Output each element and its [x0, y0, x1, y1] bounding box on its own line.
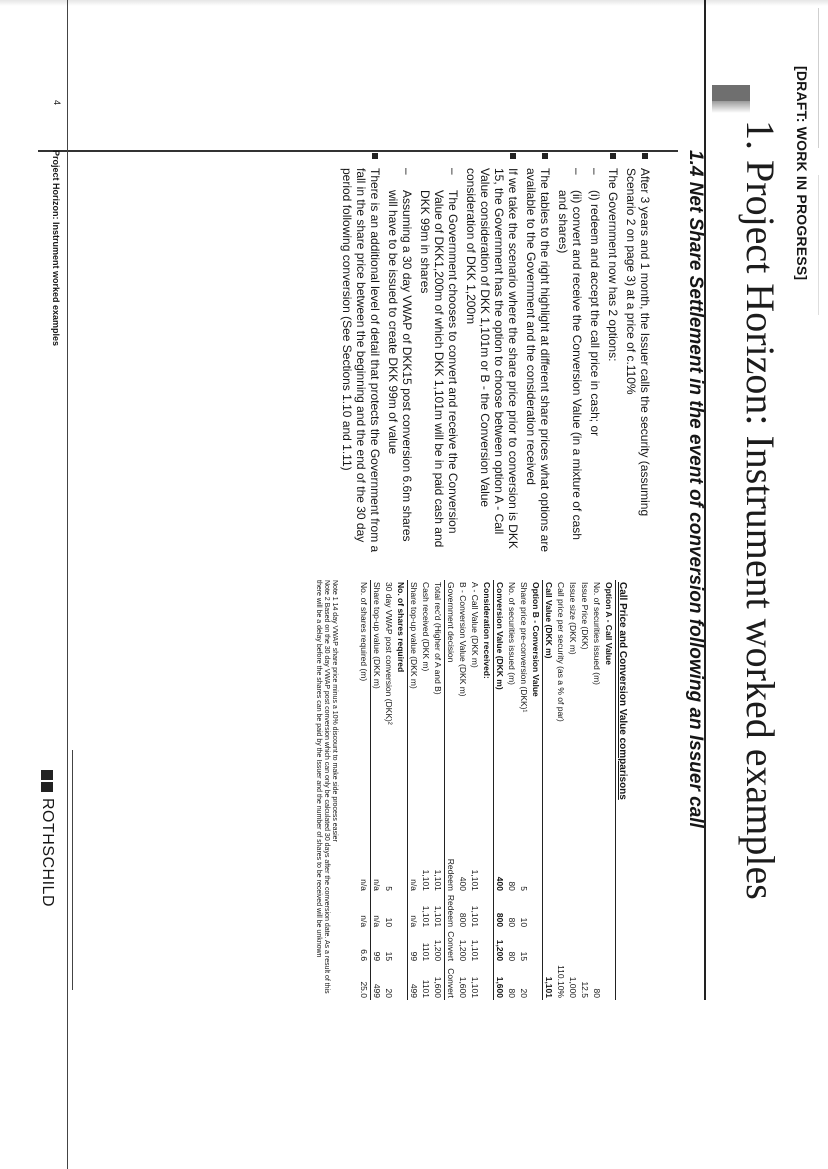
comparison-table — [358, 580, 628, 1000]
row-value: 800 — [458, 912, 468, 928]
row-value: 80 — [507, 988, 517, 998]
brand-name: ROTHSCHILD — [39, 798, 56, 908]
row-value — [543, 893, 556, 929]
row-value — [591, 893, 603, 929]
row-value: Redeem — [446, 858, 456, 891]
row-value: 1,600 — [458, 976, 468, 998]
row-value: Convert — [446, 931, 456, 962]
row-value: 1,600 — [432, 963, 445, 1000]
row-value: n/a — [358, 893, 371, 929]
row-value — [579, 857, 591, 893]
row-value — [555, 929, 567, 963]
row-label: No. of shares required (m) — [358, 580, 371, 857]
row-value: 10 — [384, 917, 394, 928]
row-label: Share top-up value (DKK m) — [409, 582, 419, 689]
row-value: 1,600 — [495, 976, 505, 998]
row-value: 400 — [458, 876, 468, 891]
table-row — [420, 580, 432, 1000]
title-accent-bar — [712, 85, 750, 101]
row-value: 1,200 — [458, 939, 468, 962]
bullet-item: The tables to the right highlight at different share prices what options are available to the Government and the consideration received — [524, 150, 552, 560]
row-label: Call price per security (as a % of par) — [556, 582, 566, 722]
row-value: 499 — [409, 983, 419, 998]
table-row — [469, 580, 481, 1000]
table-row — [555, 580, 567, 1000]
row-label: Option B - Conversion Value — [530, 580, 543, 857]
row-value — [395, 857, 408, 893]
rothschild-logo-icon — [41, 770, 53, 792]
row-value: 6.6 — [358, 929, 371, 963]
row-value — [603, 893, 616, 929]
row-value: 15 — [384, 951, 394, 962]
row-value — [481, 963, 494, 1000]
row-value: 1,101 — [432, 893, 445, 929]
row-value: Redeem — [446, 894, 456, 928]
row-value: 1101 — [421, 942, 431, 962]
row-value: 1,101 — [470, 976, 480, 998]
table-row — [567, 580, 579, 1000]
row-label: Issue size (DKK m) — [568, 582, 578, 655]
table-row — [445, 580, 458, 1000]
table-row — [408, 580, 421, 1000]
row-value — [591, 929, 603, 963]
row-value: 80 — [507, 917, 517, 928]
row-label: A - Call Value (DKK m) — [470, 582, 480, 668]
table-row — [518, 580, 530, 1000]
page-title: 1. Project Horizon: Instrument worked examples — [738, 120, 783, 900]
row-value: 499 — [372, 983, 382, 998]
row-value: 12.5 — [580, 981, 590, 998]
bullet-list — [336, 150, 652, 560]
row-value — [481, 857, 494, 893]
table-row — [457, 580, 469, 1000]
row-value — [530, 857, 543, 893]
row-value — [395, 929, 408, 963]
footer-text: Project Horizon: Instrument worked examples — [51, 150, 61, 347]
table-row — [530, 580, 543, 1000]
row-value — [543, 929, 556, 963]
table-notes — [314, 580, 338, 1000]
brand-block — [38, 770, 56, 907]
draft-label: [DRAFT: WORK IN PROGRESS] — [794, 66, 810, 281]
table-row — [591, 580, 603, 1000]
row-value: 1,200 — [495, 939, 505, 962]
bullet-item: There is an additional level of detail that protects the Government from a fall in the share price between the beginning and the end of the 30 day period following conversion (See Sections 1.10 and 1.11) — [340, 150, 382, 560]
note-line: Note 2 Based on the 30 day VWAP post conversion which can only be calculated 30 days after the conversion date. As a result of this there will be a delay before the shares can be paid by the Issuer and the number of shares to be received will be unknown — [315, 580, 330, 994]
row-label: Call Value (DKK m) — [544, 582, 554, 659]
row-value: 20 — [384, 988, 394, 998]
table-row — [395, 580, 408, 1000]
row-value: 10 — [519, 917, 529, 928]
table-header-row — [616, 580, 629, 1000]
row-value — [395, 963, 408, 1000]
table-row — [432, 580, 445, 1000]
row-value: 1,101 — [421, 869, 431, 891]
sub-bullet-item: – (i) redeem and accept the call price in cash; or — [588, 150, 602, 560]
row-value: 80 — [507, 951, 517, 962]
row-value — [567, 893, 579, 929]
row-value: 1,000 — [568, 976, 578, 998]
row-value: 1,200 — [432, 929, 445, 963]
row-value: 1101 — [421, 979, 431, 998]
row-value: n/a — [409, 915, 419, 928]
table-row — [579, 580, 591, 1000]
row-label: 30 day VWAP post conversion (DKK)² — [384, 582, 394, 725]
brand-divider — [72, 750, 73, 990]
row-value — [591, 857, 603, 893]
row-value — [603, 857, 616, 893]
row-value: 400 — [495, 876, 505, 891]
row-value: n/a — [358, 857, 371, 893]
row-value: 80 — [592, 988, 602, 998]
row-label: Conversion Value (DKK m) — [495, 582, 505, 690]
bullet-item: After 3 years and 1 month, the Issuer calls the security (assuming Scenario 2 on page 3) at a price of c.110% — [624, 150, 652, 560]
row-label: No. of securities issued (m) — [507, 582, 517, 685]
row-value — [530, 893, 543, 929]
row-value: n/a — [409, 879, 419, 891]
row-value: Convert — [446, 968, 456, 998]
table-row — [371, 580, 384, 1000]
row-label: No. of shares required — [395, 580, 408, 857]
row-value: 1,101 — [544, 976, 554, 998]
row-value — [530, 929, 543, 963]
row-value — [603, 929, 616, 963]
section-subtitle: 1.4 Net Share Settlement in the event of conversion following an Issuer call — [685, 150, 706, 828]
row-value: 5 — [384, 886, 394, 891]
row-label: Share price pre-conversion (DKK)¹ — [519, 582, 529, 713]
row-value — [395, 893, 408, 929]
row-value — [603, 963, 616, 1000]
page-number: 4 — [52, 100, 62, 106]
row-value — [567, 857, 579, 893]
row-value: 80 — [507, 881, 517, 891]
table-row — [603, 580, 616, 1000]
row-value: n/a — [372, 879, 382, 891]
row-value: 1,101 — [421, 905, 431, 928]
row-value — [579, 929, 591, 963]
row-value: 1,101 — [432, 857, 445, 893]
row-value — [555, 857, 567, 893]
row-value: n/a — [372, 915, 382, 928]
footer-divider — [67, 0, 68, 1169]
row-value: 800 — [495, 912, 505, 928]
row-label: Consideration received: — [481, 580, 494, 857]
table-row — [383, 580, 395, 1000]
row-value: 99 — [409, 951, 419, 962]
table-row — [494, 580, 507, 1000]
row-value — [543, 857, 556, 893]
row-value — [579, 893, 591, 929]
row-value: 15 — [519, 951, 529, 962]
row-value: 110.10% — [556, 965, 566, 998]
row-value: 20 — [519, 988, 529, 998]
row-label: Government decision — [446, 582, 456, 663]
bullet-item: If we take the scenario where the share price prior to conversion is DKK 15, the Government has the option to choose between option A - Call Value consideration of DKK 1,101m or B - the Conversion Value consideration of DKK 1,200m — [464, 150, 520, 560]
table-row — [543, 580, 556, 1000]
table-row — [506, 580, 518, 1000]
row-label: Option A - Call Value — [603, 580, 616, 857]
row-value: 1,101 — [470, 939, 480, 962]
table-header: Call Price and Conversion Value comparisons — [616, 580, 629, 1000]
sub-bullet-item: – (ii) convert and receive the Conversion Value (in a mixture of cash and shares) — [556, 150, 584, 560]
row-label: No. of securities issued (m) — [592, 582, 602, 685]
row-value: 99 — [372, 951, 382, 962]
row-label: Total rec'd (Higher of A and B) — [432, 580, 445, 857]
row-value — [530, 963, 543, 1000]
row-value: 5 — [519, 886, 529, 891]
row-label: Cash received (DKK m) — [421, 582, 431, 672]
note-line: Note 1 14 day VWAP share price minus a 10% discount to make side process easier — [331, 580, 338, 842]
row-value: 25.0 — [358, 963, 371, 1000]
row-value — [555, 893, 567, 929]
row-label: Share top-up value (DKK m) — [372, 582, 382, 689]
title-accent-shade — [712, 101, 750, 113]
bullet-item: The Government now has 2 options: — [606, 150, 620, 560]
table-row — [358, 580, 371, 1000]
table-row — [481, 580, 494, 1000]
sub-bullet-item: – Assuming a 30 day VWAP of DKK15 post conversion 6.6m shares will have to be issued to create DKK 99m of value — [386, 150, 414, 560]
row-label: B - Conversion Value (DKK m) — [458, 582, 468, 697]
row-value: 1,101 — [470, 869, 480, 891]
row-value — [567, 929, 579, 963]
row-value: 1,101 — [470, 905, 480, 928]
sub-bullet-item: – The Government chooses to convert and receive the Conversion Value of DKK1,200m of which DKK 1,101m will be in paid cash and DKK 99m in shares — [418, 150, 460, 560]
row-label: Issue Price (DKK) — [580, 582, 590, 650]
row-value — [481, 929, 494, 963]
row-value — [481, 893, 494, 929]
